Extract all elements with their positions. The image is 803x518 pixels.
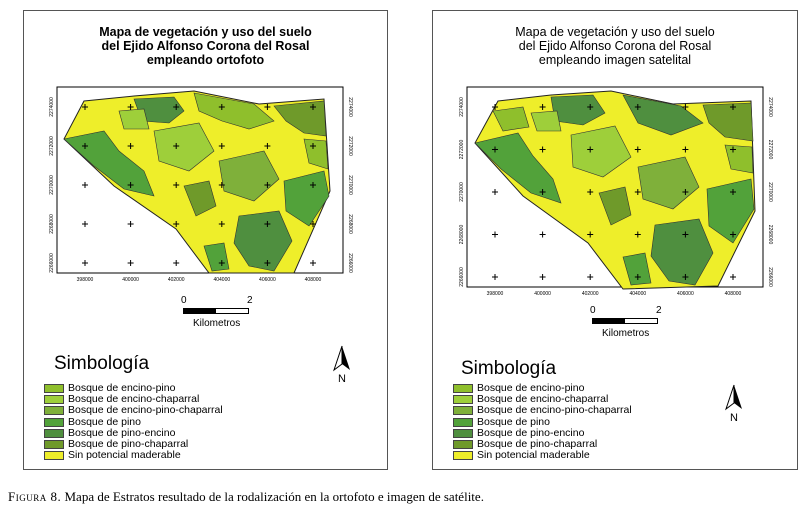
y-tick-label: 2272000 [767, 139, 773, 160]
y-tick-label: 2272000 [459, 139, 465, 160]
x-tick-label: 400000 [534, 291, 551, 297]
map-title-line-2: del Ejido Alfonso Corona del Rosal [101, 39, 310, 53]
legend-swatch [44, 451, 64, 460]
map-panel-satelital [432, 10, 798, 470]
legend-label: Bosque de encino-chaparral [477, 393, 609, 406]
legend-swatch [453, 406, 473, 415]
y-tick-label: 2274000 [459, 97, 465, 117]
scale-bar [590, 305, 670, 345]
legend-swatch [44, 429, 64, 438]
north-label: N [730, 412, 738, 423]
legend-item [453, 405, 632, 416]
y-tick-labels-right [347, 97, 353, 273]
map-panel-ortofoto [23, 10, 388, 470]
legend-swatch [453, 395, 473, 404]
scale-bar [181, 295, 261, 335]
legend [453, 383, 632, 461]
legend-item [44, 405, 223, 416]
legend-swatch [44, 418, 64, 427]
vegetation-map [24, 11, 389, 311]
x-tick-label: 400000 [122, 277, 139, 283]
legend-swatch [453, 418, 473, 427]
legend-label: Bosque de pino-encino [477, 426, 585, 439]
scale-bar-graphic [183, 308, 249, 314]
legend-title: Simbología [54, 353, 150, 374]
figure-caption-text: Mapa de Estratos resultado de la rodalización en la ortofoto e imagen de satélite. [64, 489, 484, 504]
x-tick-label: 402000 [167, 277, 185, 283]
legend-swatch [453, 440, 473, 449]
y-tick-label: 2268000 [767, 224, 773, 245]
legend-label: Bosque de encino-chaparral [68, 393, 200, 406]
legend-item [44, 450, 223, 461]
y-tick-label: 2270000 [767, 182, 773, 202]
y-tick-label: 2274000 [49, 97, 55, 117]
x-tick-label: 406000 [677, 291, 694, 297]
legend-swatch [453, 429, 473, 438]
map-title-line-1: Mapa de vegetación y uso del suelo [515, 25, 715, 39]
legend-label: Bosque de encino-pino-chaparral [477, 404, 632, 417]
x-tick-labels [487, 291, 742, 297]
x-tick-label: 408000 [724, 291, 742, 297]
y-tick-label: 2270000 [49, 175, 55, 195]
legend [44, 383, 223, 461]
legend-label: Bosque de pino [477, 415, 550, 428]
y-tick-label: 2270000 [347, 175, 353, 195]
legend-label: Bosque de encino-pino [477, 382, 585, 395]
scale-max-label: 2 [247, 295, 253, 306]
scale-unit-label: Kilometros [602, 328, 650, 339]
scale-min-label: 0 [181, 295, 187, 306]
legend-title: Simbología [461, 358, 557, 379]
y-tick-label: 2272000 [347, 136, 353, 156]
y-tick-labels-right [767, 97, 773, 287]
legend-label: Bosque de pino-chaparral [477, 438, 598, 451]
map-title-line-1: Mapa de vegetación y uso del suelo [99, 25, 312, 39]
map-title-line-3: empleando ortofoto [146, 53, 265, 67]
legend-label: Bosque de pino [68, 415, 141, 428]
y-tick-labels-left [49, 97, 55, 273]
y-tick-label: 2270000 [459, 182, 465, 202]
y-tick-labels-left [459, 97, 465, 287]
legend-label: Bosque de pino-chaparral [68, 438, 189, 451]
scale-bar-graphic [592, 318, 658, 324]
legend-label: Sin potencial maderable [477, 449, 590, 462]
north-arrow-icon [722, 383, 746, 423]
x-tick-label: 408000 [304, 277, 322, 283]
x-tick-label: 402000 [581, 291, 599, 297]
vegetation-map [433, 11, 799, 311]
y-tick-label: 2272000 [49, 136, 55, 156]
x-tick-label: 404000 [629, 291, 647, 297]
figure-label: Figura 8. [8, 489, 62, 504]
x-tick-label: 404000 [213, 277, 231, 283]
y-tick-label: 2266000 [459, 267, 465, 287]
legend-swatch [44, 384, 64, 393]
legend-swatch [453, 451, 473, 460]
y-tick-label: 2266000 [347, 253, 353, 273]
legend-swatch [44, 406, 64, 415]
y-tick-label: 2266000 [49, 253, 55, 273]
legend-item [453, 450, 632, 461]
x-tick-label: 398000 [76, 277, 94, 283]
y-tick-label: 2268000 [459, 224, 465, 245]
legend-swatch [44, 440, 64, 449]
legend-swatch [44, 395, 64, 404]
legend-label: Bosque de encino-pino [68, 382, 176, 395]
y-tick-label: 2274000 [767, 97, 773, 117]
scale-max-label: 2 [656, 305, 662, 316]
scale-unit-label: Kilometros [193, 318, 241, 329]
legend-label: Sin potencial maderable [68, 449, 181, 462]
patch-encino-chaparral [119, 109, 149, 129]
legend-swatch [453, 384, 473, 393]
y-tick-label: 2274000 [347, 97, 353, 117]
map-title-line-2: del Ejido Alfonso Corona del Rosal [518, 39, 712, 53]
legend-label: Bosque de encino-pino-chaparral [68, 404, 223, 417]
y-tick-label: 2266000 [767, 267, 773, 287]
x-tick-label: 406000 [259, 277, 276, 283]
x-tick-labels [77, 277, 322, 283]
legend-label: Bosque de pino-encino [68, 426, 176, 439]
y-tick-label: 2268000 [49, 214, 55, 234]
y-tick-label: 2268000 [347, 214, 353, 234]
north-arrow-icon [330, 344, 354, 384]
north-label: N [338, 373, 346, 384]
figure-caption [8, 489, 484, 505]
scale-min-label: 0 [590, 305, 596, 316]
map-title-line-3: empleando imagen satelital [538, 53, 692, 67]
x-tick-label: 398000 [486, 291, 504, 297]
